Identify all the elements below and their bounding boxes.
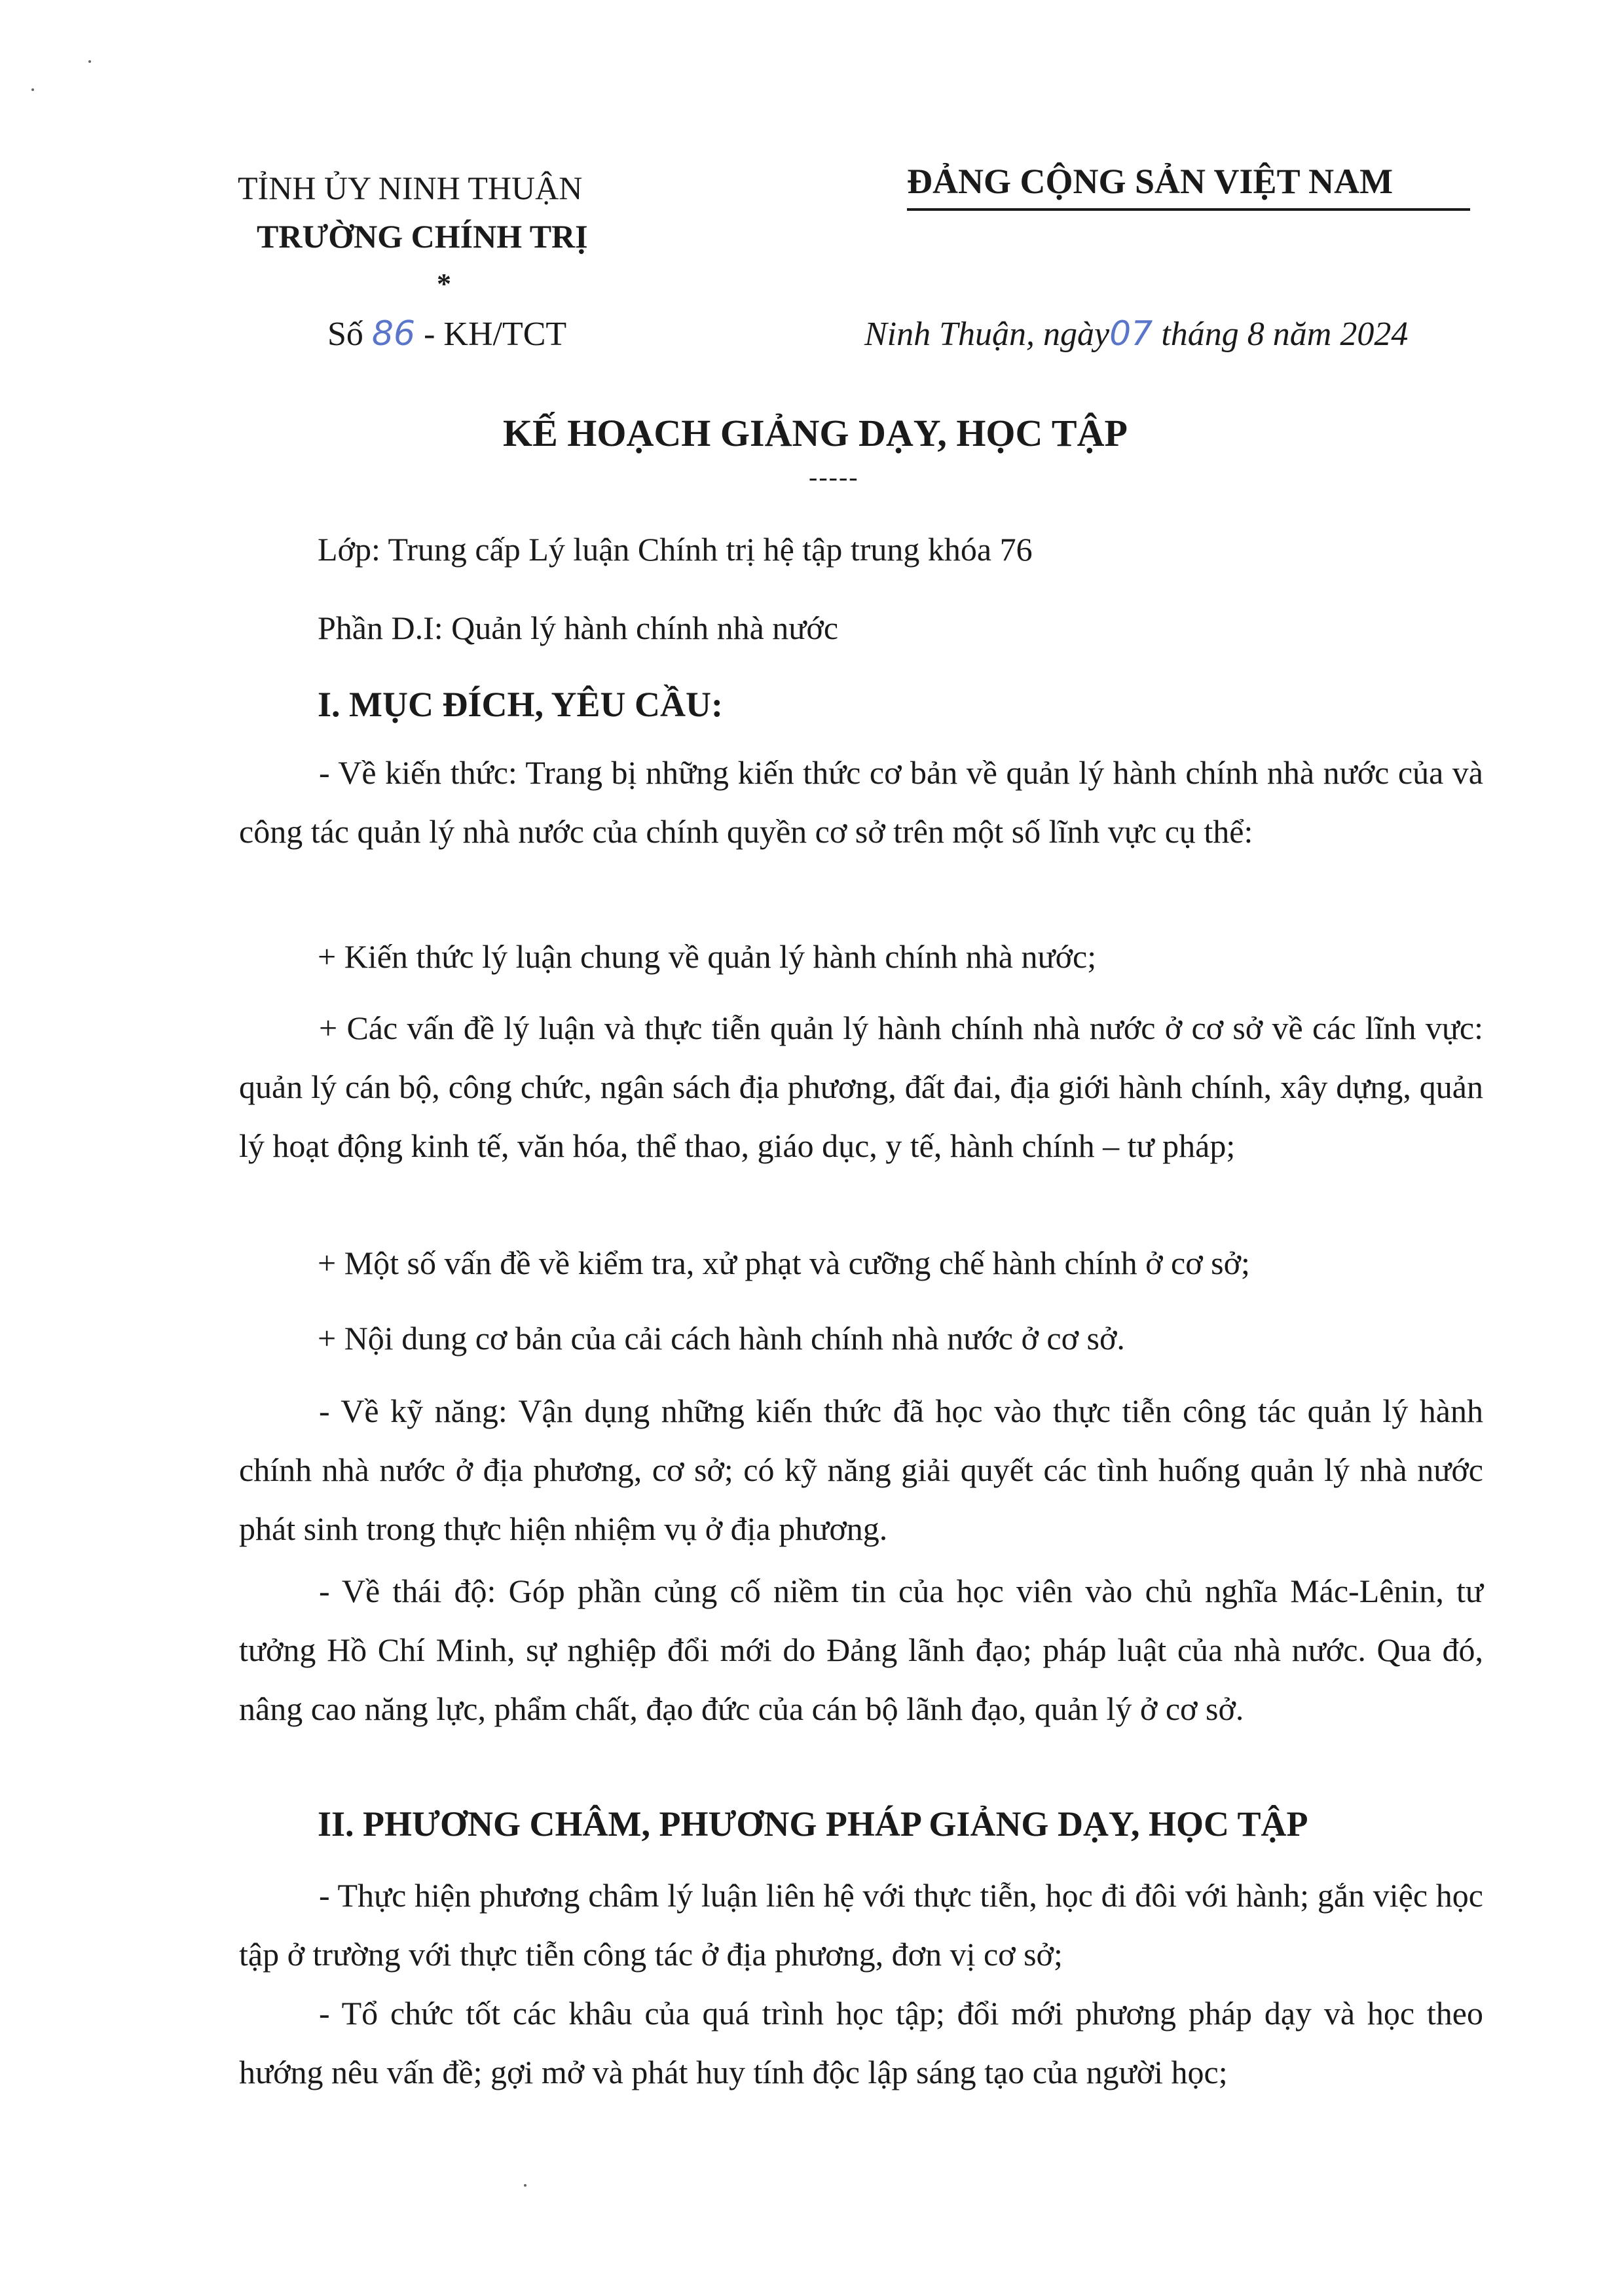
section1-bullet2: + Các vấn đề lý luận và thực tiễn quản lý hành chính nhà nước ở cơ sở về các lĩnh vực: quản lý cán bộ, công chức, ngân sách địa phương, đất đai, địa giới hành chính, xây dựng, quản lý hoạt động kinh tế, văn hóa, thể thao, giáo dục, y tế, hành chính – tư pháp; xyxy=(239,1010,1483,1164)
date-suffix: tháng 8 năm 2024 xyxy=(1161,316,1409,353)
doc-number-suffix: - KH/TCT xyxy=(424,316,567,353)
party-name-underline xyxy=(907,208,1470,211)
section1-bullet3: + Một số vấn đề về kiểm tra, xử phạt và cưỡng chế hành chính ở cơ sở; xyxy=(318,1245,1250,1281)
section1-knowledge: - Về kiến thức: Trang bị những kiến thức cơ bản về quản lý hành chính nhà nước của và công tác quản lý nhà nước của chính quyền cơ sở trên một số lĩnh vực cụ thể: xyxy=(239,754,1483,850)
date-day-handwritten: 07 xyxy=(1109,314,1153,354)
document-number xyxy=(327,314,566,354)
section2-heading: II. PHƯƠNG CHÂM, PHƯƠNG PHÁP GIẢNG DẠY, HỌC TẬP xyxy=(318,1804,1308,1844)
section1-attitude: - Về thái độ: Góp phần củng cố niềm tin của học viên vào chủ nghĩa Mác-Lênin, tư tưởng Hồ Chí Minh, sự nghiệp đổi mới do Đảng lãnh đạo; pháp luật của nhà nước. Qua đó, nâng cao năng lực, phẩm chất, đạo đức của cán bộ lãnh đạo, quản lý ở cơ sở. xyxy=(239,1573,1483,1727)
org-parent: TỈNH ỦY NINH THUẬN xyxy=(238,170,583,206)
part-line: Phần D.I: Quản lý hành chính nhà nước xyxy=(318,610,839,646)
section1-skills: - Về kỹ năng: Vận dụng những kiến thức đã học vào thực tiễn công tác quản lý hành chính nhà nước ở địa phương, cơ sở; có kỹ năng giải quyết các tình huống quản lý nhà nước phát sinh trong thực hiện nhiệm vụ ở địa phương. xyxy=(239,1393,1483,1547)
section1-bullet1: + Kiến thức lý luận chung về quản lý hành chính nhà nước; xyxy=(318,938,1097,975)
party-name: ĐẢNG CỘNG SẢN VIỆT NAM xyxy=(907,162,1393,201)
scan-speck xyxy=(88,60,91,63)
document-date xyxy=(864,314,1408,354)
section1-heading: I. MỤC ĐÍCH, YÊU CẦU: xyxy=(318,685,723,724)
section1-bullet4: + Nội dung cơ bản của cải cách hành chính nhà nước ở cơ sở. xyxy=(318,1320,1125,1357)
org-mark: * xyxy=(437,268,451,300)
scan-speck xyxy=(524,2184,526,2187)
org-name: TRƯỜNG CHÍNH TRỊ xyxy=(257,218,588,255)
date-prefix: Ninh Thuận, ngày xyxy=(864,316,1110,353)
document-title: KẾ HOẠCH GIẢNG DẠY, HỌC TẬP xyxy=(503,412,1128,454)
class-line: Lớp: Trung cấp Lý luận Chính trị hệ tập trung khóa 76 xyxy=(318,531,1033,568)
doc-number-handwritten: 86 xyxy=(371,314,416,354)
section2-item1: - Thực hiện phương châm lý luận liên hệ với thực tiễn, học đi đôi với hành; gắn việc học tập ở trường với thực tiễn công tác ở địa phương, đơn vị cơ sở; xyxy=(239,1877,1483,1973)
scan-speck xyxy=(31,88,34,91)
section2-item2: - Tổ chức tốt các khâu của quá trình học tập; đổi mới phương pháp dạy và học theo hướng nêu vấn đề; gợi mở và phát huy tính độc lập sáng tạo của người học; xyxy=(239,1995,1483,2090)
doc-number-prefix: Số xyxy=(327,316,363,353)
title-separator: ----- xyxy=(809,462,859,492)
